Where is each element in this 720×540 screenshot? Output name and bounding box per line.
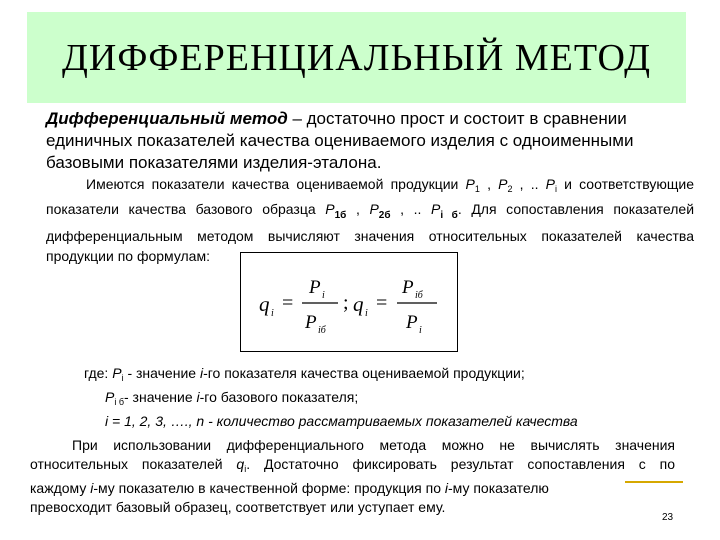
formula-q-right: q — [353, 292, 364, 316]
formula-graphic — [241, 253, 459, 353]
p2-P2: P — [498, 176, 508, 192]
c3-i2: i — [444, 480, 449, 496]
p2-sep-1: , — [479, 176, 499, 192]
p2-text-d: относительных показателей качества продукции по формулам: — [46, 228, 694, 264]
p2-text-b: соответствующие показатели качества базового образца — [46, 176, 694, 217]
formula-q-right-sub: i — [365, 308, 368, 319]
c3-a: каждому — [30, 480, 91, 496]
formula-legend — [84, 364, 684, 431]
legend-l2-i: i — [196, 389, 200, 405]
legend-l2-b: -го базового показателя; — [199, 389, 359, 405]
p2-sub-ib: i б — [440, 210, 458, 221]
p2-and: и — [556, 176, 572, 192]
conclusion-line-1: При использовании дифференциального метода можно не вычислять значения — [72, 437, 675, 453]
formula-separator: ; — [343, 292, 349, 314]
formula-eq-right: = — [376, 292, 388, 314]
method-term: Дифференциальный метод — [46, 109, 288, 128]
p2-sub-2: 2 — [507, 184, 513, 194]
intro-line-1 — [46, 108, 686, 130]
conclusion-line-4: превосходит базовый образец, соответствует или уступает ему. — [30, 499, 446, 515]
p2-text-c: сопоставления показателей дифференциальным методом вычисляют значения — [46, 201, 695, 244]
formula-num-left: P — [309, 277, 321, 298]
intro-line-3: базовыми показателями изделия-эталона. — [46, 153, 382, 172]
legend-l2-a: - значение — [124, 389, 197, 405]
c3-c: -му показателю — [448, 480, 549, 496]
legend-Pb: P — [105, 389, 115, 405]
c3-i: i — [90, 480, 94, 496]
p2-sep-4: , .. — [390, 201, 432, 217]
legend-l1-i: i — [199, 365, 204, 381]
formula-den-left-sub: iб — [318, 325, 326, 336]
p2-sub-2b: 2б — [378, 210, 391, 221]
formula-box — [240, 252, 458, 352]
formula-q-left: q — [259, 292, 270, 316]
c2-b: . Достаточно фиксировать результат сопоставления с по — [246, 456, 675, 472]
page-number: 23 — [662, 512, 674, 523]
p2-sub-1b: 1б — [334, 210, 347, 221]
formula-num-left-sub: i — [322, 290, 325, 301]
formula-den-left: P — [305, 312, 317, 333]
legend-prefix: где: — [84, 365, 113, 381]
p2-sub-1: 1 — [474, 184, 480, 194]
p2-sep-2: , .. — [512, 176, 546, 192]
conclusion-line-2 — [30, 455, 675, 479]
c2-q-sub: i — [244, 464, 247, 474]
legend-l3-text: i = 1, 2, 3, …., n - количество рассматриваемых показателей качества — [105, 413, 578, 429]
formula-num-right: P — [402, 277, 414, 298]
p2-tail: . Для — [457, 201, 497, 217]
intro-line-1-text: – достаточно прост и состоит в сравнении — [287, 109, 627, 128]
legend-line-3 — [84, 412, 684, 431]
conclusion-line-3 — [30, 479, 675, 498]
p2-P2b: P — [369, 201, 379, 217]
formula-den-right: P — [406, 312, 418, 333]
p2-sep-3: , — [346, 201, 370, 217]
c2-q: q — [236, 456, 245, 472]
legend-l1-a: - значение — [123, 365, 200, 381]
title-banner — [27, 12, 686, 103]
c2-a: относительных показателей — [30, 456, 237, 472]
p2-P1b: P — [325, 201, 335, 217]
legend-line-2 — [84, 388, 684, 412]
formula-eq-left: = — [282, 292, 294, 314]
slide-title: ДИФФЕРЕНЦИАЛЬНЫЙ МЕТОД — [61, 36, 652, 79]
p2-sub-i: i — [554, 184, 557, 194]
conclusion-paragraph — [30, 436, 675, 517]
legend-line-1 — [84, 364, 684, 388]
c3-b: -му показателю в качественной форме: продукция по — [93, 480, 445, 496]
p2-Pi: P — [545, 176, 555, 192]
legend-P-sub: i — [121, 373, 124, 383]
accent-line — [625, 481, 683, 483]
intro-paragraph — [46, 108, 686, 174]
p2-text-a: Имеются показатели качества оцениваемой продукции — [86, 176, 466, 192]
formula-q-left-sub: i — [271, 308, 274, 319]
legend-Pb-sub: i б — [114, 397, 124, 407]
legend-P: P — [112, 365, 122, 381]
legend-l1-b: -го показателя качества оцениваемой продукции; — [203, 365, 525, 381]
intro-line-2: единичных показателей качества оцениваемого изделия с одноименными — [46, 131, 634, 150]
p2-Pib: P — [431, 201, 441, 217]
formula-num-right-sub: iб — [415, 290, 423, 301]
p2-P1: P — [465, 176, 475, 192]
formula-den-right-sub: i — [419, 325, 422, 336]
